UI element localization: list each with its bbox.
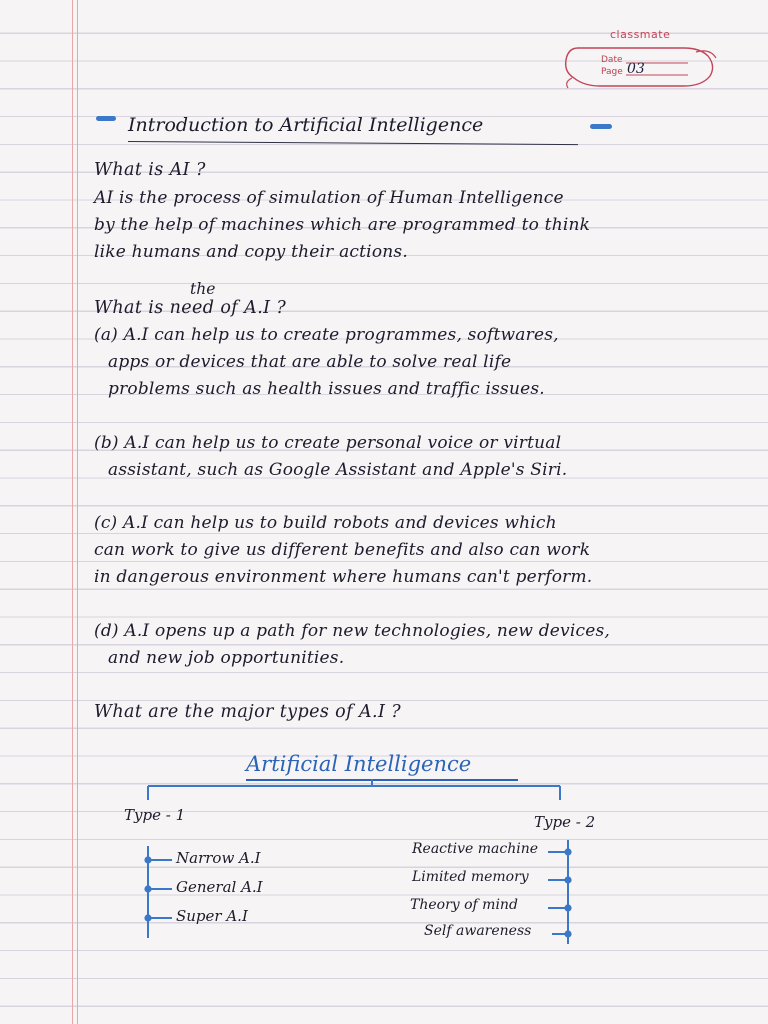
definition-line: AI is the process of simulation of Human Intelligence [94,188,564,208]
point-b-line: assistant, such as Google Assistant and Apple's Siri. [108,460,568,480]
point-a-line: apps or devices that are able to solve real life [108,352,512,372]
page-title: Introduction to Artificial Intelligence [128,114,484,136]
point-a-line: (a) A.I can help us to create programmes, softwares, [94,325,559,345]
point-c-line: can work to give us different benefits and also can work [94,540,591,560]
inserted-word: the [190,280,216,298]
date-label: Date [601,55,623,65]
type-1-item: General A.I [176,878,263,896]
point-d-line: and new job opportunities. [108,648,345,668]
type-2-item: Self awareness [424,923,532,939]
point-b-line: (b) A.I can help us to create personal voice or virtual [94,433,562,453]
type-2-label: Type - 2 [534,813,596,831]
diagram-title: Artificial Intelligence [246,752,472,776]
brand-logo: classmate [610,28,671,41]
page-label: Page [601,67,623,77]
page-number: 03 [627,61,645,77]
type-1-item: Narrow A.I [176,849,261,867]
type-2-item: Limited memory [412,869,529,885]
point-d-line: (d) A.I opens up a path for new technologies, new devices, [94,621,610,641]
question-what-is-ai: What is AI ? [94,160,206,180]
point-c-line: in dangerous environment where humans can't perform. [94,567,593,587]
point-a-line: problems such as health issues and traffic issues. [108,379,545,399]
type-2-item: Theory of mind [410,897,518,913]
type-2-item: Reactive machine [412,841,539,857]
question-types-of-ai: What are the major types of A.I ? [94,702,401,722]
point-c-line: (c) A.I can help us to build robots and devices which [94,513,557,533]
type-1-item: Super A.I [176,907,248,925]
question-need-of-ai: What is need of A.I ? [94,298,287,318]
definition-line: like humans and copy their actions. [94,242,408,262]
type-1-label: Type - 1 [124,806,186,824]
definition-line: by the help of machines which are programmed to think [94,215,591,235]
